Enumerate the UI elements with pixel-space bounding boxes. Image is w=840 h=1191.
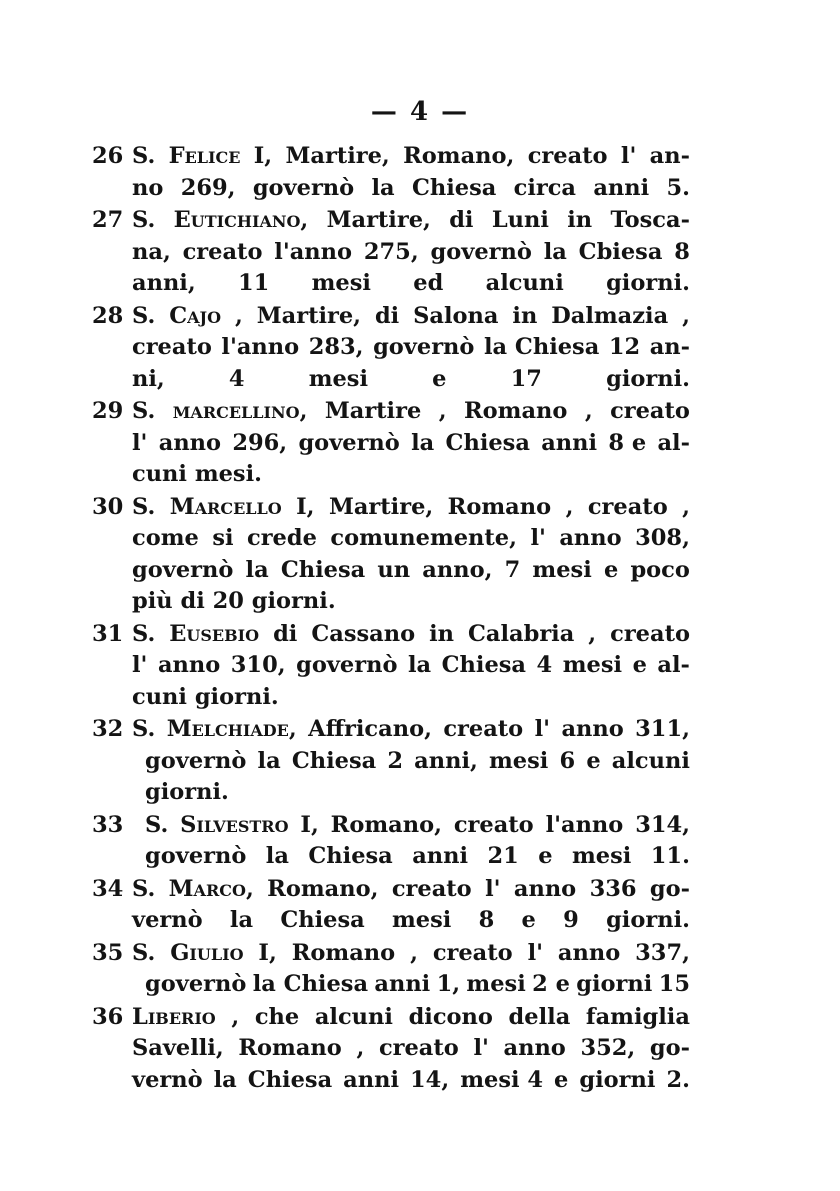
- word: creato: [527, 143, 608, 169]
- word: ,: [410, 939, 418, 966]
- word: mesi: [489, 747, 549, 774]
- word: giorni.: [606, 907, 690, 933]
- word: na,: [132, 238, 171, 265]
- word: l'anno: [274, 238, 353, 265]
- word: governò: [145, 843, 247, 869]
- word: 12: [608, 334, 641, 360]
- word: anno: [158, 429, 222, 456]
- word: si: [212, 525, 234, 551]
- word: mesi: [391, 907, 452, 933]
- pope-name: Marco,: [168, 875, 254, 902]
- word: in: [567, 207, 593, 233]
- word: 21: [487, 843, 519, 869]
- text-line: [132, 874, 690, 906]
- word: mesi.: [194, 461, 262, 487]
- word: come: [132, 525, 199, 551]
- word: Romano: [291, 939, 396, 966]
- word: Romano: [463, 398, 568, 424]
- text-line: [132, 205, 690, 237]
- word: 2: [387, 747, 403, 774]
- word: creato: [587, 493, 668, 520]
- word: go-: [649, 1035, 690, 1061]
- word: creato: [443, 716, 524, 742]
- entry-number: 34: [92, 875, 124, 902]
- pope-name: Marcello: [169, 493, 282, 520]
- entry-number: 26: [92, 143, 124, 169]
- word: creato: [132, 334, 212, 360]
- word: an-: [649, 334, 690, 360]
- word: I,: [258, 939, 277, 966]
- word: 311,: [635, 716, 690, 742]
- word: S.: [132, 875, 156, 902]
- text-line: [132, 332, 690, 364]
- word: ,: [588, 620, 597, 647]
- word: anni: [412, 843, 469, 869]
- word: 7: [504, 556, 521, 583]
- word: giorni.: [194, 683, 279, 710]
- word: 11.: [650, 843, 690, 869]
- word: Chiesa: [280, 907, 365, 933]
- word: anni,: [414, 747, 478, 774]
- word: Luni: [491, 207, 549, 233]
- word: mesi: [308, 365, 369, 392]
- entry-number: 36: [92, 1003, 124, 1030]
- pope-name: Melchiade,: [166, 716, 297, 742]
- word: anno: [557, 939, 621, 966]
- word: mesi: [466, 971, 526, 997]
- word: di: [180, 588, 205, 614]
- word: la: [229, 907, 254, 933]
- word: Cbiesa: [578, 238, 663, 265]
- word: 1,: [436, 971, 461, 997]
- pope-name: Eusebio: [169, 620, 260, 647]
- word: crede: [247, 525, 317, 551]
- text-line: [132, 237, 690, 269]
- word: Martire,: [285, 143, 390, 169]
- word: an-: [649, 143, 690, 169]
- entry-31: [92, 619, 690, 714]
- word: l': [527, 939, 544, 966]
- word: ,: [438, 398, 447, 424]
- word: mesi: [532, 556, 592, 583]
- word: 14,: [410, 1066, 450, 1093]
- word: S.: [132, 939, 156, 966]
- word: 4: [536, 652, 553, 678]
- word: creato: [432, 939, 513, 966]
- word: cuni: [132, 683, 187, 710]
- word: governò: [252, 174, 355, 201]
- entry-29: [92, 396, 690, 491]
- text-line: [132, 619, 690, 651]
- word: alcuni: [314, 1003, 393, 1030]
- word: al-: [657, 652, 690, 678]
- word: creato: [378, 1035, 459, 1061]
- word: 314,: [635, 811, 690, 838]
- word: giorni.: [606, 270, 690, 296]
- word: poco: [630, 556, 690, 583]
- text-line: [132, 141, 690, 173]
- word: 6: [559, 747, 576, 774]
- word: 4: [228, 365, 245, 392]
- entry-number: 30: [92, 493, 124, 520]
- word: che: [254, 1003, 300, 1030]
- pope-name: Eutichiano,: [173, 207, 309, 233]
- word: 8: [674, 238, 690, 265]
- entry-text: [132, 205, 690, 300]
- text-line: [132, 459, 690, 491]
- word: mesi: [571, 843, 632, 869]
- word: governò: [373, 334, 475, 360]
- word: e: [538, 843, 553, 869]
- entry-35: [92, 938, 690, 1001]
- word: Chiesa: [291, 747, 377, 774]
- word: ,: [565, 493, 574, 520]
- entry-28: [92, 301, 690, 396]
- text-line: [132, 364, 690, 396]
- word: Romano,: [267, 875, 379, 902]
- word: 5.: [666, 174, 690, 201]
- entry-number: 33: [92, 811, 124, 838]
- word: alcuni: [485, 270, 564, 296]
- word: circa: [513, 174, 577, 201]
- word: anno: [157, 652, 221, 678]
- word: l': [485, 875, 501, 902]
- entry-text: [132, 874, 690, 937]
- entry-text: [132, 810, 690, 873]
- entry-number: 31: [92, 620, 124, 647]
- text-line: [132, 555, 690, 587]
- word: ,: [231, 1003, 240, 1030]
- word: I,: [300, 811, 319, 838]
- word: 11: [238, 270, 270, 296]
- word: in: [512, 302, 538, 329]
- word: in: [429, 620, 454, 647]
- word: governò: [145, 971, 247, 997]
- word: la: [257, 747, 281, 774]
- word: 8 e: [608, 429, 647, 456]
- word: creato: [453, 811, 534, 838]
- word: S.: [132, 620, 156, 647]
- word: mesi: [311, 270, 371, 296]
- word: 15: [658, 971, 690, 997]
- word: Chiesa: [247, 1066, 333, 1093]
- entry-text: [132, 1002, 690, 1097]
- word: 20: [212, 588, 244, 614]
- word: la Chiesa: [483, 334, 600, 360]
- word: ,: [682, 493, 690, 520]
- word: la: [371, 174, 395, 201]
- word: S.: [132, 716, 156, 742]
- text-line: [132, 523, 690, 555]
- word: più: [132, 588, 173, 614]
- word: Romano,: [403, 143, 515, 169]
- word: Chiesa: [280, 556, 366, 583]
- word: anno,: [422, 556, 493, 583]
- word: e: [521, 907, 536, 933]
- word: anno: [513, 875, 577, 902]
- word: anni: [374, 971, 431, 997]
- word: Chiesa: [308, 843, 393, 869]
- word: di: [273, 620, 298, 647]
- word: 337,: [635, 939, 690, 966]
- pope-name: Silvestro: [180, 811, 289, 838]
- word: S.: [145, 811, 169, 838]
- word: al-: [657, 429, 690, 456]
- word: I,: [296, 493, 315, 520]
- word: l': [473, 1035, 489, 1061]
- entry-number: 27: [92, 207, 124, 233]
- pope-name: Felice: [168, 143, 241, 169]
- word: S.: [132, 398, 156, 424]
- word: creato: [391, 875, 472, 902]
- word: l'anno: [545, 811, 624, 838]
- word: comunemente,: [330, 525, 517, 551]
- word: e: [554, 1066, 569, 1093]
- word: di: [449, 207, 474, 233]
- text-line: [132, 650, 690, 682]
- word: 269,: [180, 174, 236, 201]
- word: go-: [649, 875, 690, 902]
- word: e: [432, 365, 447, 392]
- word: alcuni: [611, 747, 690, 774]
- word: Salona: [413, 302, 499, 329]
- text-line: [132, 905, 690, 937]
- text-line: [132, 1002, 690, 1034]
- word: I,: [253, 143, 273, 169]
- text-line: [132, 301, 690, 333]
- word: Affricano,: [308, 716, 432, 742]
- pope-name: Cajo: [169, 302, 222, 329]
- word: 310,: [230, 652, 286, 678]
- word: anno: [503, 1035, 566, 1061]
- word: creato: [610, 620, 690, 647]
- entry-text: [132, 619, 690, 714]
- word: la: [411, 429, 435, 456]
- entry-text: [132, 396, 690, 491]
- text-line: [132, 268, 690, 300]
- word: giorni.: [606, 365, 690, 392]
- word: Martire: [324, 398, 422, 424]
- word: l': [132, 652, 148, 678]
- word: S.: [132, 493, 156, 520]
- word: e: [586, 747, 601, 774]
- word: S.: [132, 302, 156, 329]
- word: Chiesa: [445, 429, 530, 456]
- pope-name: marcellino,: [172, 398, 308, 424]
- word: Romano: [447, 493, 552, 520]
- entry-number: 35: [92, 939, 124, 966]
- word: 17: [510, 365, 542, 392]
- word: anno: [561, 716, 624, 742]
- word: anni: [593, 174, 650, 201]
- entry-text: [132, 938, 690, 1001]
- word: la: [543, 238, 567, 265]
- word: ,: [234, 302, 243, 329]
- word: Chiesa: [411, 174, 497, 201]
- word: e: [632, 652, 647, 678]
- entry-36: [92, 1002, 690, 1097]
- word: S.: [132, 207, 156, 233]
- word: 2 e: [532, 971, 570, 997]
- word: governò: [298, 429, 400, 456]
- word: governò: [132, 556, 234, 583]
- word: l': [132, 429, 148, 456]
- word: giorni.: [251, 588, 336, 614]
- entry-text: [132, 714, 690, 809]
- word: mesi: [562, 652, 623, 678]
- text-line: [132, 1065, 690, 1097]
- word: Calabria: [467, 620, 575, 647]
- word: ni,: [132, 365, 165, 392]
- entry-number: 28: [92, 302, 124, 329]
- text-line: [132, 1033, 690, 1065]
- text-line: [132, 777, 690, 809]
- word: di: [374, 302, 400, 329]
- entry-text: [132, 301, 690, 396]
- word: Tosca-: [610, 207, 690, 233]
- word: famiglia: [585, 1003, 690, 1030]
- word: governò: [296, 652, 398, 678]
- word: Romano: [238, 1035, 342, 1061]
- word: ,: [356, 1035, 365, 1061]
- entry-text: [132, 492, 690, 618]
- word: creato: [610, 398, 690, 424]
- word: la: [245, 556, 269, 583]
- entry-30: [92, 492, 690, 618]
- word: giorni.: [145, 779, 229, 805]
- text-line: [132, 714, 690, 746]
- word: 283,: [308, 334, 364, 360]
- word: Romano,: [330, 811, 442, 838]
- word: 9: [563, 907, 579, 933]
- word: anni: [343, 1066, 400, 1093]
- text-line: [132, 428, 690, 460]
- entry-27: [92, 205, 690, 300]
- word: e: [603, 556, 619, 583]
- word: ,: [682, 302, 690, 329]
- word: 308,: [635, 525, 690, 551]
- word: Chiesa: [441, 652, 527, 678]
- text-line: [132, 969, 690, 1001]
- word: giorni: [579, 1066, 656, 1093]
- word: anni,: [132, 270, 196, 296]
- pope-name: Liberio: [132, 1003, 216, 1030]
- word: della: [508, 1003, 571, 1030]
- text-line: [132, 841, 690, 873]
- word: vernò: [132, 1066, 203, 1093]
- word: no: [132, 174, 164, 201]
- word: l': [620, 143, 637, 169]
- word: anni: [541, 429, 598, 456]
- word: vernò: [132, 907, 203, 933]
- word: la Chiesa: [252, 971, 369, 997]
- word: mesi 4: [460, 1066, 544, 1093]
- word: giorni: [576, 971, 653, 997]
- word: anno: [559, 525, 622, 551]
- word: creato: [182, 238, 263, 265]
- page-number: — 4 —: [370, 97, 470, 127]
- word: la: [213, 1066, 237, 1093]
- word: l': [534, 716, 551, 742]
- text-line: [132, 682, 690, 714]
- word: un: [377, 556, 411, 583]
- word: Martire,: [328, 493, 434, 520]
- word: dicono: [408, 1003, 493, 1030]
- entry-26: [92, 141, 690, 204]
- text-line: [132, 746, 690, 778]
- text-line: [132, 586, 690, 618]
- word: 8: [478, 907, 495, 933]
- word: Cassano: [311, 620, 416, 647]
- pope-name: Giulio: [170, 939, 244, 966]
- entry-number: 32: [92, 716, 124, 742]
- word: Martire,: [326, 207, 431, 233]
- entry-34: [92, 874, 690, 937]
- word: Martire,: [256, 302, 362, 329]
- word: l': [530, 525, 546, 551]
- entry-number: 29: [92, 398, 124, 424]
- word: la: [407, 652, 432, 678]
- word: la: [265, 843, 289, 869]
- entry-text: [132, 141, 690, 204]
- word: cuni: [132, 461, 187, 487]
- text-line: [132, 938, 690, 970]
- text-line: [132, 492, 690, 524]
- word: Savelli,: [132, 1035, 224, 1061]
- word: S.: [132, 143, 156, 169]
- pope-list: [92, 141, 690, 1097]
- word: 296,: [232, 429, 288, 456]
- word: 275,: [363, 238, 419, 265]
- text-line: [132, 810, 690, 842]
- entry-32: [92, 714, 690, 809]
- word: Dalmazia: [551, 302, 669, 329]
- word: ed: [413, 270, 444, 296]
- word: governò: [145, 747, 247, 774]
- text-line: [132, 396, 690, 428]
- word: l'anno: [221, 334, 300, 360]
- word: 2.: [666, 1066, 690, 1093]
- word: 336: [589, 875, 637, 902]
- entry-33: [92, 810, 690, 873]
- word: ,: [584, 398, 593, 424]
- word: governò: [430, 238, 532, 265]
- word: 352,: [580, 1035, 636, 1061]
- text-line: [132, 173, 690, 205]
